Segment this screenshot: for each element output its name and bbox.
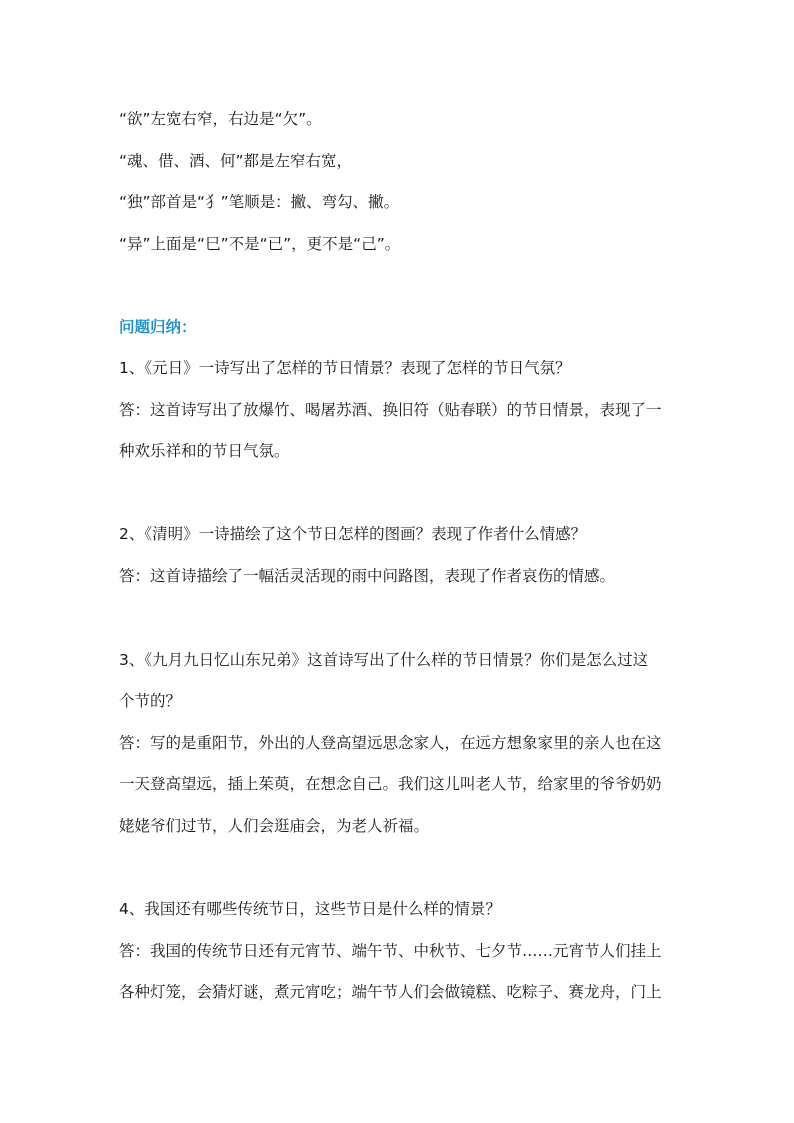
answer-3-line: 姥姥爷们过节，人们会逛庙会，为老人祈福。 — [119, 817, 430, 835]
question-1: 1、《元日》一诗写出了怎样的节日情景？表现了怎样的节日气氛？ — [119, 359, 571, 377]
answer-1-line: 答：这首诗写出了放爆竹、喝屠苏酒、换旧符（贴春联）的节日情景，表现了一 — [119, 401, 662, 419]
answer-3-line: 答：写的是重阳节，外出的人登高望远思念家人，在远方想象家里的亲人也在这 — [119, 734, 662, 752]
answer-4-line: 答：我国的传统节日还有元宵节、端午节、中秋节、七夕节……元宵节人们挂上 — [119, 942, 662, 960]
answer-3-line: 一天登高望远，插上茱萸，在想念自己。我们这儿叫老人节，给家里的爷爷奶奶 — [119, 775, 662, 793]
answer-2-line: 答：这首诗描绘了一幅活灵活现的雨中问路图，表现了作者哀伤的情感。 — [119, 567, 616, 585]
answer-4-line: 各种灯笼，会猜灯谜，煮元宵吃；端午节人们会做镜糕、吃粽子、赛龙舟，门上 — [119, 983, 662, 1001]
answer-1-line: 种欢乐祥和的节日气氛。 — [119, 442, 290, 460]
question-4: 4、我国还有哪些传统节日，这些节日是什么样的情景？ — [119, 900, 501, 918]
note-line: “欲”左宽右窄，右边是“欠”。 — [119, 110, 322, 128]
note-line: “魂、借、酒、何”都是左窄右宽， — [119, 152, 353, 170]
note-line: “独”部首是“犭”笔顺是：撇、弯勾、撇。 — [119, 193, 400, 211]
section-heading: 问题归纳： — [119, 318, 197, 336]
note-line: “异”上面是“巳”不是“已”，更不是“己”。 — [119, 235, 401, 253]
question-2: 2、《清明》一诗描绘了这个节日怎样的图画？表现了作者什么情感？ — [119, 525, 587, 543]
question-3-line: 3、《九月九日忆山东兄弟》这首诗写出了什么样的节日情景？你们是怎么过这 — [119, 651, 649, 669]
question-3-line: 个节的？ — [119, 692, 182, 710]
